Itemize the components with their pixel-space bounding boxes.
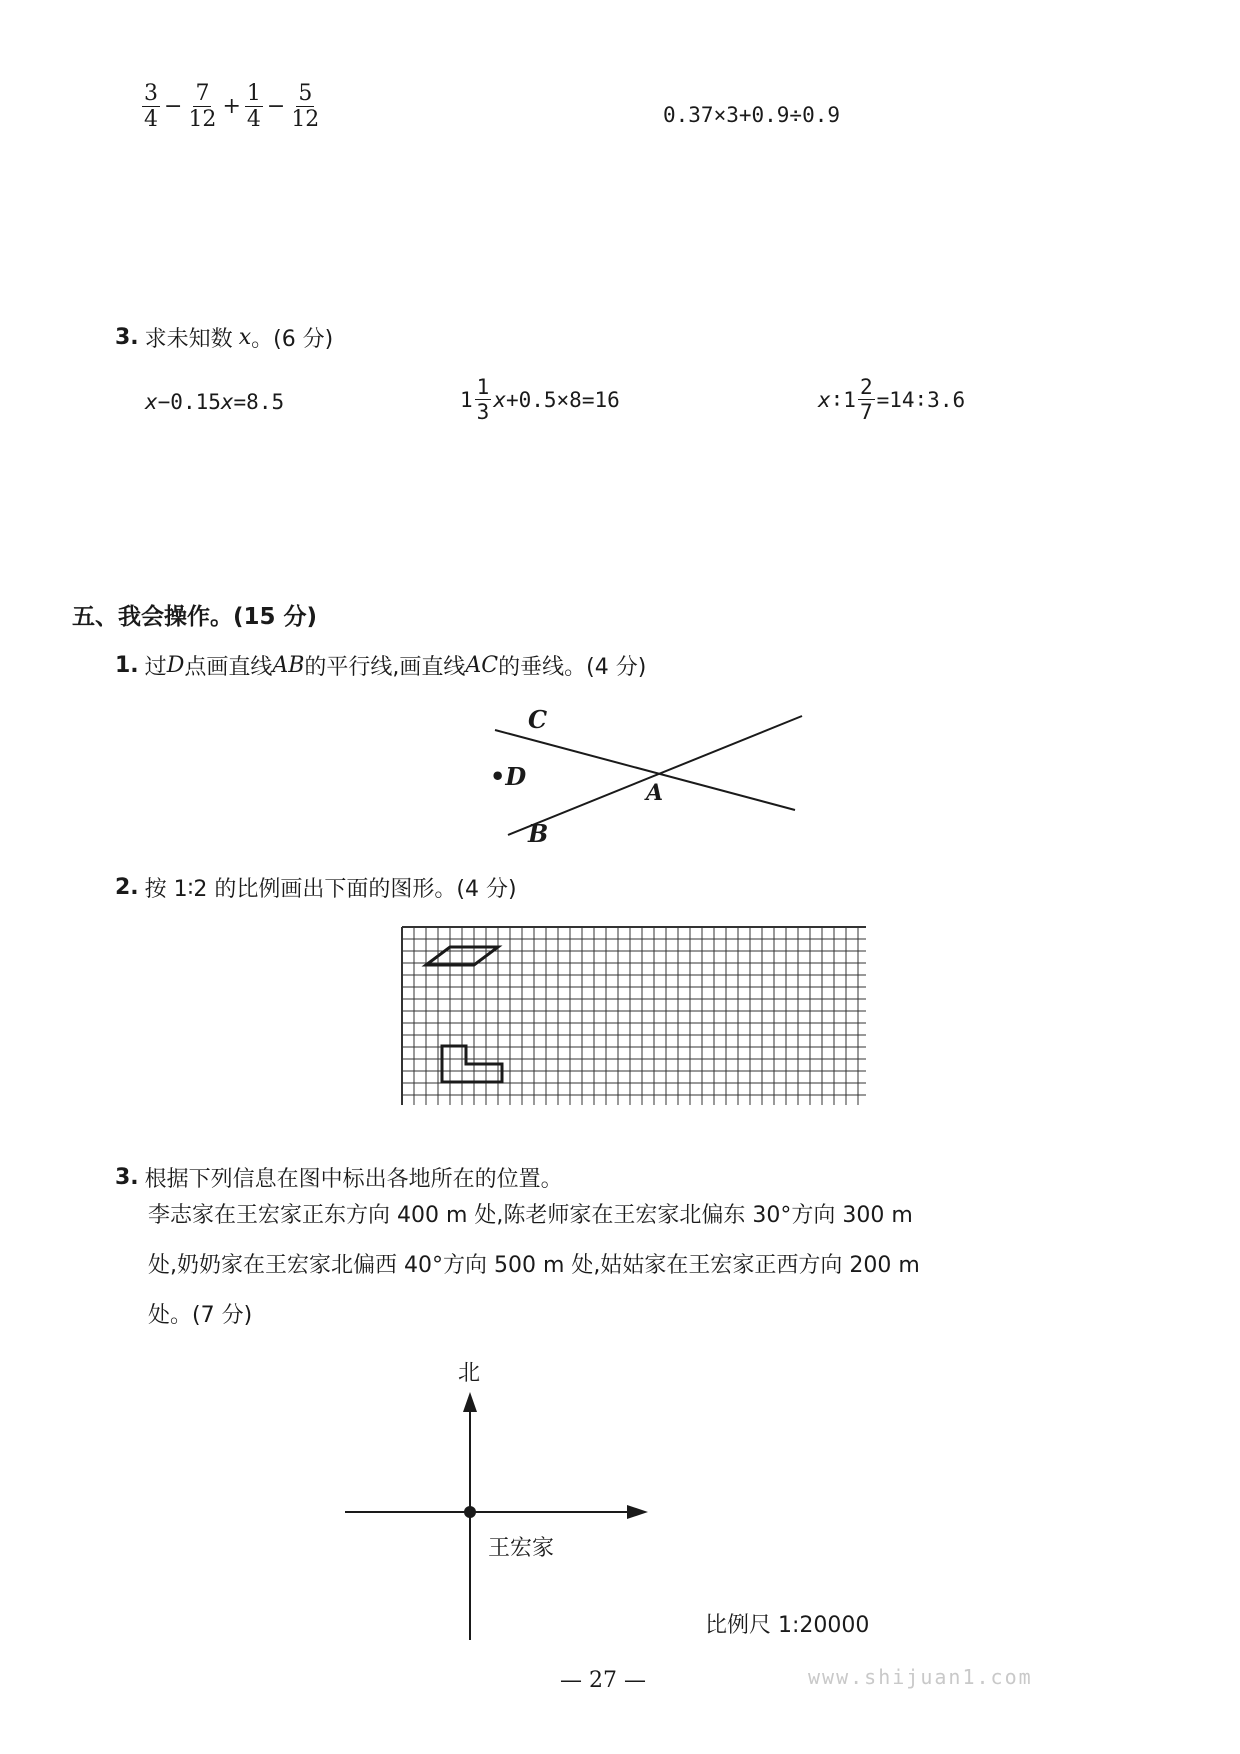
- equation-term: +0.5×8=16: [505, 387, 620, 412]
- center-label: 王宏家: [488, 1536, 555, 1561]
- question-3-paragraph: [148, 1191, 1148, 1341]
- question-text: 的平行线,画直线: [304, 655, 466, 680]
- fraction-2-7: $\frac{2}{7}$: [859, 375, 873, 425]
- drawing-grid: [400, 925, 866, 1105]
- origin-point: [464, 1506, 476, 1518]
- fraction-1-4: $\frac{1}{4}$: [246, 81, 261, 133]
- expression-fractions: [140, 82, 323, 131]
- equation-3: [818, 376, 965, 423]
- ratio-colon: ∶1: [830, 387, 856, 412]
- paragraph-line: 处,奶奶家在王宏家北偏西 40°方向 500 m 处,姑姑家在王宏家正西方向 200 m: [148, 1253, 920, 1278]
- question-score: 。(6 分): [251, 327, 334, 352]
- line-label: AC: [465, 653, 499, 678]
- equation-term: −0.15: [157, 390, 221, 414]
- north-label: 北: [458, 1361, 481, 1386]
- section-5-title: 五、我会操作。(15 分): [72, 604, 318, 630]
- l-shape: [442, 1046, 502, 1082]
- line-label: AB: [272, 653, 305, 678]
- equation-term: =8.5: [233, 390, 285, 414]
- east-arrow-icon: [627, 1505, 648, 1519]
- fraction-3-4: $\frac{3}{4}$: [144, 81, 158, 133]
- plus-sign: +: [222, 94, 241, 120]
- expression-decimal: 0.37×3+0.9÷0.9: [663, 103, 841, 127]
- question-number: 3.: [115, 325, 139, 350]
- question-number: 2.: [115, 875, 139, 900]
- page-number: — 27 —: [560, 1668, 646, 1693]
- variable-x: x: [818, 387, 831, 412]
- scale-label: 比例尺 1:20000: [705, 1613, 870, 1638]
- question-text: 求未知数: [144, 327, 233, 352]
- fraction-1-3: $\frac{1}{3}$: [476, 375, 490, 425]
- minus-sign: −: [164, 94, 183, 120]
- section5-question-2: [115, 872, 517, 903]
- point-label: D: [166, 653, 185, 678]
- line-ca: [495, 730, 795, 810]
- fraction-5-12: $\frac{5}{12}$: [291, 81, 320, 133]
- question-text: 根据下列信息在图中标出各地所在的位置。: [144, 1167, 563, 1192]
- mixed-whole: 1: [460, 387, 473, 412]
- question-text: 的垂线。(4 分): [498, 655, 647, 680]
- paragraph-line: 处。(7 分): [148, 1303, 253, 1328]
- question-number: 1.: [115, 653, 139, 678]
- variable-x: x: [220, 390, 234, 414]
- grid-lines: [402, 927, 866, 1105]
- question-text: 按 1∶2 的比例画出下面的图形。(4 分): [144, 877, 517, 902]
- paragraph-line: 李志家在王宏家正东方向 400 m 处,陈老师家在王宏家北偏东 30°方向 300 m: [148, 1203, 913, 1228]
- variable-x: x: [238, 325, 252, 350]
- north-arrow-icon: [463, 1392, 477, 1412]
- watermark: www.shijuan1.com: [808, 1665, 1033, 1689]
- question-text: 过: [144, 655, 167, 680]
- label-a: A: [646, 780, 664, 806]
- compass-diagram: [330, 1355, 660, 1645]
- question-3-title: [115, 322, 333, 353]
- section5-question-1: [115, 650, 646, 681]
- label-b: B: [528, 819, 549, 848]
- question-number: 3.: [115, 1165, 139, 1190]
- question-text: 点画直线: [184, 655, 273, 680]
- equation-2: [460, 376, 620, 423]
- variable-x: x: [145, 390, 158, 414]
- lines-diagram: [470, 700, 810, 850]
- label-d: •D: [490, 762, 527, 791]
- label-c: C: [528, 705, 548, 734]
- section5-question-3: [115, 1162, 563, 1193]
- minus-sign: −: [266, 94, 286, 120]
- fraction-7-12: $\frac{7}{12}$: [188, 81, 217, 133]
- line-ab: [508, 716, 802, 835]
- equation-1: [145, 390, 284, 414]
- variable-x: x: [493, 387, 506, 412]
- equation-term: =14∶3.6: [876, 387, 966, 412]
